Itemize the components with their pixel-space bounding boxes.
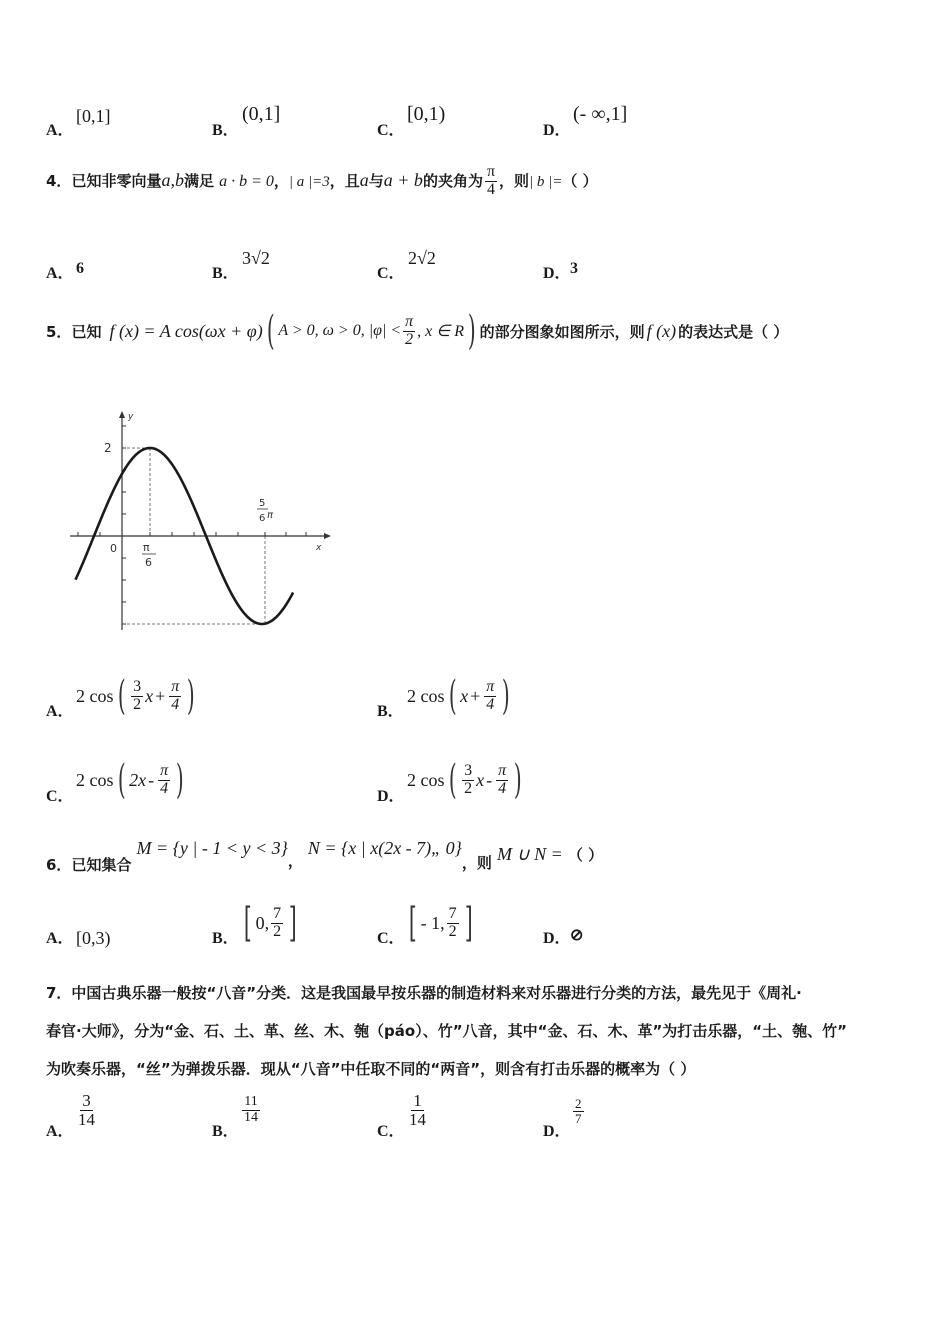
q4-option-d-value: 3 bbox=[570, 260, 578, 277]
q7-option-d-label: D． bbox=[543, 1123, 571, 1140]
q3-option-b-value: (0,1] bbox=[242, 103, 281, 125]
q4-option-a-label: A． bbox=[46, 265, 74, 282]
q5-option-a-label: A． bbox=[46, 703, 74, 720]
q3-option-c-value: [0,1) bbox=[407, 103, 446, 125]
q4-option-a-value: 6 bbox=[76, 260, 84, 277]
q5-a-coef: 2 cos bbox=[76, 685, 114, 706]
q6-union: M ∪ N = bbox=[497, 844, 563, 864]
q6-number: 6． bbox=[46, 856, 72, 874]
q5-trough-x-pi: π bbox=[267, 510, 274, 521]
q5-b-coef: 2 cos bbox=[407, 685, 445, 706]
q5-b-frac: $\frac{\pi}{4}$ bbox=[486, 677, 495, 713]
q5-option-b-expr: 2 cos ( x + $\frac{\pi}{4}$ ) bbox=[407, 673, 510, 719]
q5-fx: f (x) bbox=[646, 320, 677, 341]
q5-option-d-label: D． bbox=[377, 788, 405, 805]
q4-option-c-value: 2√2 bbox=[408, 248, 436, 268]
q4-text-d: 与 bbox=[368, 171, 384, 190]
q5-trough-x-den: 6 bbox=[259, 513, 266, 524]
q5-b-var: x bbox=[460, 685, 469, 706]
q5-d-coef: 2 cos bbox=[407, 769, 445, 790]
q4-text-b: 满足 bbox=[183, 171, 214, 190]
q5-option-c-expr: 2 cos ( 2x - $\frac{\pi}{4}$ ) bbox=[76, 757, 184, 803]
q7-c-den: 14 bbox=[409, 1109, 426, 1129]
q6-text-a: 已知集合 bbox=[71, 856, 132, 874]
q5-d-frac1: $\frac{3}{2}$ bbox=[464, 761, 473, 797]
q5-peak-x-den: 6 bbox=[145, 556, 152, 569]
q3-option-c-label: C． bbox=[377, 122, 405, 139]
q4-a: a bbox=[359, 169, 369, 190]
q4-option-b-label: B． bbox=[212, 265, 239, 282]
q7-option-c-frac bbox=[407, 1092, 428, 1129]
q6-option-c-expr: [ - 1, $\frac{7}{2}$ ] bbox=[408, 900, 473, 946]
q4-text-c: ，且 bbox=[329, 171, 360, 190]
q5-option-c-label: C． bbox=[46, 788, 74, 805]
q5-func: f (x) = A cos(ωx + φ) bbox=[109, 320, 263, 341]
q5-y-max-tick: 2 bbox=[104, 441, 112, 455]
q5-a-op: + bbox=[155, 685, 166, 706]
q6-option-b-expr: [ 0, $\frac{7}{2}$ ] bbox=[243, 900, 297, 946]
q5-x-label: x bbox=[316, 543, 322, 553]
q6-option-c-label: C． bbox=[377, 930, 405, 947]
q5-text-a: 已知 bbox=[71, 322, 102, 341]
q6-c-frac: $\frac{7}{2}$ bbox=[448, 904, 457, 940]
q5-d-op: - bbox=[486, 769, 493, 790]
q4-a-plus-b: a + b bbox=[383, 169, 423, 190]
q7-option-c-label: C． bbox=[377, 1123, 405, 1140]
q6-option-b-label: B． bbox=[212, 930, 239, 947]
q4-answer-paren: （ ） bbox=[562, 171, 598, 190]
q5-cond-fraction bbox=[403, 314, 415, 349]
q7-line-2: 春官·大师》，分为“金、石、土、革、丝、木、匏（páo）、竹”八音，其中“金、石、木、革”为打击乐器，“土、匏、竹” bbox=[46, 1022, 848, 1040]
q5-d-var: x bbox=[476, 769, 485, 790]
q5-option-a-expr: 2 cos ( $\frac{3}{2}$ x + $\frac{\pi}{4}$ ) bbox=[76, 673, 195, 719]
q5-y-label: y bbox=[128, 412, 134, 422]
q3-option-d-label: D． bbox=[543, 122, 571, 139]
q3-option-b-label: B． bbox=[212, 122, 239, 139]
q7-option-d-frac bbox=[573, 1097, 584, 1125]
q7-c-num: 1 bbox=[413, 1091, 422, 1110]
q3-option-a-label: A． bbox=[46, 122, 74, 139]
q4-cond1: a · b = 0 bbox=[219, 172, 274, 190]
q6-c-left: - 1, bbox=[420, 912, 445, 933]
q5-right-paren: ) bbox=[467, 308, 476, 354]
q7-line-1: 7．中国古典乐器一般按“八音”分类．这是我国最早按乐器的制造材料来对乐器进行分类的方法，最先见于《周礼· bbox=[46, 984, 802, 1002]
q5-d-frac2: $\frac{\pi}{4}$ bbox=[498, 761, 507, 797]
q5-number: 5． bbox=[46, 322, 72, 341]
q7-d-den: 7 bbox=[575, 1110, 582, 1126]
q6-option-a-value: [0,3) bbox=[76, 928, 111, 948]
q7-b-den: 14 bbox=[244, 1109, 258, 1125]
q5-b-op: + bbox=[470, 685, 481, 706]
q5-peak-x-num: π bbox=[143, 541, 150, 554]
q7-option-a-label: A． bbox=[46, 1123, 74, 1140]
q5-origin-label: 0 bbox=[110, 542, 117, 555]
question-6 bbox=[46, 838, 604, 874]
q4-option-d-label: D． bbox=[543, 265, 571, 282]
q4-text-e: 的夹角为 bbox=[422, 171, 483, 190]
q7-option-b-frac bbox=[242, 1095, 260, 1125]
q5-trough-x-num: 5 bbox=[259, 498, 266, 509]
q5-cond-num: π bbox=[405, 312, 414, 330]
q6-answer-paren: （ ） bbox=[567, 846, 604, 864]
q5-text-c: 的表达式是（ ） bbox=[678, 322, 789, 341]
q4-number: 4． bbox=[46, 171, 72, 190]
q5-left-paren: ( bbox=[266, 308, 275, 354]
q7-option-b-label: B． bbox=[212, 1123, 239, 1140]
q4-option-b-value: 3√2 bbox=[242, 248, 270, 268]
q5-a-frac1: $\frac{3}{2}$ bbox=[133, 677, 142, 713]
q6-comma: ， bbox=[287, 852, 303, 870]
q5-cond-tail: , x ∈ R bbox=[417, 323, 464, 340]
q7-d-num: 2 bbox=[575, 1096, 582, 1111]
q6-option-d-label: D． bbox=[543, 930, 571, 947]
q4-option-c-label: C． bbox=[377, 265, 405, 282]
q4-cond2: | a |=3 bbox=[288, 173, 330, 190]
q6-b-left: 0, bbox=[255, 912, 270, 933]
q5-graph bbox=[66, 408, 336, 638]
q6-set-n: N = {x | x(2x - 7)„ 0} bbox=[307, 838, 462, 858]
q5-c-lead: 2x bbox=[129, 769, 147, 790]
q6-option-d-value: ⊘ bbox=[570, 927, 584, 944]
question-4: 4．已知非零向量a,b满足 a · b = 0，| a |=3，且a与a + b的夹角为 $\frac{\pi}{4}$ ，则| b |=（ ） bbox=[46, 163, 598, 198]
q5-c-op: - bbox=[148, 769, 155, 790]
q5-c-coef: 2 cos bbox=[76, 769, 114, 790]
q7-b-num: 11 bbox=[244, 1094, 258, 1109]
q4-text-f: ，则 bbox=[499, 171, 530, 190]
q7-a-den: 14 bbox=[78, 1109, 95, 1129]
question-7 bbox=[46, 974, 916, 1088]
q3-option-d-value: (- ∞,1] bbox=[573, 103, 628, 125]
q5-text-b: 的部分图象如图所示，则 bbox=[479, 322, 645, 341]
q5-option-d-expr: 2 cos ( $\frac{3}{2}$ x - $\frac{\pi}{4}$ ) bbox=[407, 757, 522, 803]
q5-x-arrow bbox=[324, 533, 331, 539]
q5-option-b-label: B． bbox=[377, 703, 404, 720]
q5-cond-den: 2 bbox=[405, 330, 414, 348]
q4-angle-den: 4 bbox=[486, 180, 495, 198]
q4-text-a: 已知非零向量 bbox=[71, 171, 162, 190]
q5-cond: A > 0, ω > 0, |φ| < bbox=[278, 322, 402, 339]
q5-a-var: x bbox=[145, 685, 154, 706]
q7-option-a-frac bbox=[76, 1092, 97, 1129]
q4-angle-num: π bbox=[486, 163, 496, 180]
q5-a-frac2: $\frac{\pi}{4}$ bbox=[171, 677, 180, 713]
q5-y-arrow bbox=[119, 411, 125, 418]
q6-set-m: M = {y | - 1 < y < 3} bbox=[136, 838, 288, 858]
q4-vars-ab: a,b bbox=[161, 169, 184, 190]
question-5 bbox=[46, 306, 788, 356]
q6-text-b: ，则 bbox=[461, 854, 492, 872]
q4-angle-fraction bbox=[485, 164, 497, 199]
q5-c-frac: $\frac{\pi}{4}$ bbox=[160, 761, 169, 797]
q3-option-a-value: [0,1] bbox=[76, 106, 111, 126]
q7-a-num: 3 bbox=[82, 1091, 91, 1110]
q6-option-a-label: A． bbox=[46, 930, 74, 947]
q6-b-frac: $\frac{7}{2}$ bbox=[273, 904, 282, 940]
q7-line-3: 为吹奏乐器，“丝”为弹拨乐器．现从“八音”中任取不同的“两音”，则含有打击乐器的概率为（ ） bbox=[46, 1060, 696, 1078]
q4-abs-b: | b |= bbox=[529, 173, 563, 190]
